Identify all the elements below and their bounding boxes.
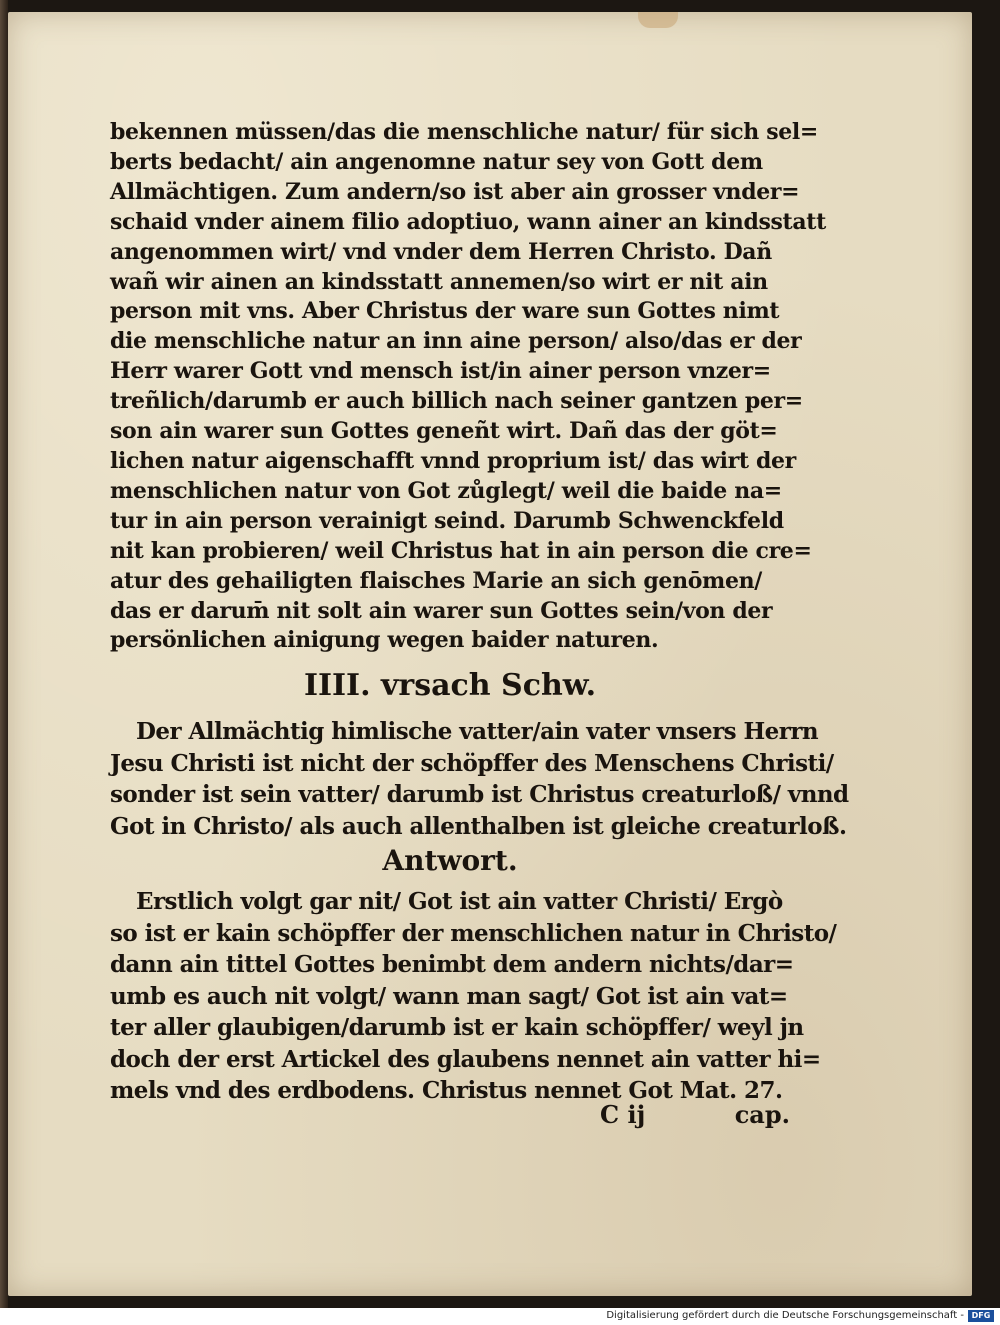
- text-line: die menschliche natur an inn aine person/ also/das er der: [110, 328, 802, 355]
- text-line: berts bedacht/ ain angenomne natur sey von Gott dem: [110, 148, 763, 175]
- text-line: son ain warer sun Gottes geneñt wirt. Dañ das der göt=: [110, 418, 778, 445]
- text-line: tur in ain person verainigt seind. Darumb Schwenckfeld: [110, 507, 784, 534]
- page-text: [110, 118, 849, 1107]
- text-line: schaid vnder ainem filio adoptiuo, wann ainer an kindsstatt: [110, 208, 826, 235]
- text-line: so ist er kain schöpffer der menschlichen natur in Christo/: [110, 919, 837, 947]
- section-heading: IIII. vrsach Schw.: [303, 668, 597, 704]
- text-line: Erstlich volgt gar nit/ Got ist ain vatter Christi/ Ergò: [136, 888, 783, 916]
- text-line: treñlich/darumb er auch billich nach seiner gantzen per=: [110, 388, 803, 415]
- text-line: umb es auch nit volgt/ wann man sagt/ Got ist ain vat=: [110, 982, 788, 1010]
- text-line: bekennen müssen/das die menschliche natur/ für sich sel=: [110, 119, 818, 145]
- text-line: Herr warer Gott vnd mensch ist/in ainer person vnzer=: [110, 358, 771, 385]
- text-line: person mit vns. Aber Christus der ware sun Gottes nimt: [110, 298, 780, 325]
- text-line: angenommen wirt/ vnd vnder dem Herren Christo. Dañ: [110, 238, 772, 265]
- paragraph-2: [110, 716, 849, 842]
- text-line: mels vnd des erdbodens. Christus nennet Got Mat. 27.: [110, 1077, 783, 1105]
- answer-heading: Antwort.: [382, 844, 518, 878]
- text-line: Jesu Christi ist nicht der schöpffer des Menschens Christi/: [110, 749, 834, 777]
- text-line: doch der erst Artickel des glaubens nennet ain vatter hi=: [110, 1045, 821, 1073]
- text-line: Got in Christo/ als auch allenthalben ist gleiche creaturloß.: [110, 812, 847, 840]
- text-line: lichen natur aigenschafft vnnd proprium ist/ das wirt der: [110, 447, 796, 474]
- text-line: dann ain tittel Gottes benimbt dem andern nichts/dar=: [110, 951, 794, 979]
- text-line: menschlichen natur von Got zůglegt/ weil die baide na=: [110, 477, 782, 504]
- paper-stain: [638, 12, 678, 28]
- footer-bar: [0, 1308, 1000, 1325]
- text-line: nit kan probieren/ weil Christus hat in ain person die cre=: [110, 537, 812, 564]
- text-line: wañ wir ainen an kindsstatt annemen/so wirt er nit ain: [110, 268, 768, 295]
- text-line: Der Allmächtig himlische vatter/ain vater vnsers Herrn: [136, 718, 819, 746]
- funding-credit: Digitalisierung gefördert durch die Deutsche Forschungsgemeinschaft -: [606, 1310, 964, 1321]
- text-line: das er darum̄ nit solt ain warer sun Gottes sein/von der: [110, 597, 773, 624]
- text-line: persönlichen ainigung wegen baider naturen.: [110, 627, 659, 654]
- text-line: atur des gehailigten flaisches Marie an sich genōmen/: [110, 567, 762, 594]
- paragraph-3: [110, 886, 837, 1107]
- page-signature-line: [600, 1100, 790, 1134]
- text-line: sonder ist sein vatter/ darumb ist Christus creaturloß/ vnnd: [110, 781, 849, 809]
- dfg-logo: DFG: [968, 1310, 994, 1322]
- book-spine-edge: [0, 0, 8, 1308]
- text-line: ter aller glaubigen/darumb ist er kain schöpffer/ weyl jn: [110, 1014, 804, 1042]
- signature-mark: C ij: [600, 1100, 646, 1129]
- paragraph-1: [110, 118, 826, 656]
- text-line: Allmächtigen. Zum andern/so ist aber ain grosser vnder=: [110, 178, 800, 205]
- catchword: cap.: [734, 1100, 790, 1129]
